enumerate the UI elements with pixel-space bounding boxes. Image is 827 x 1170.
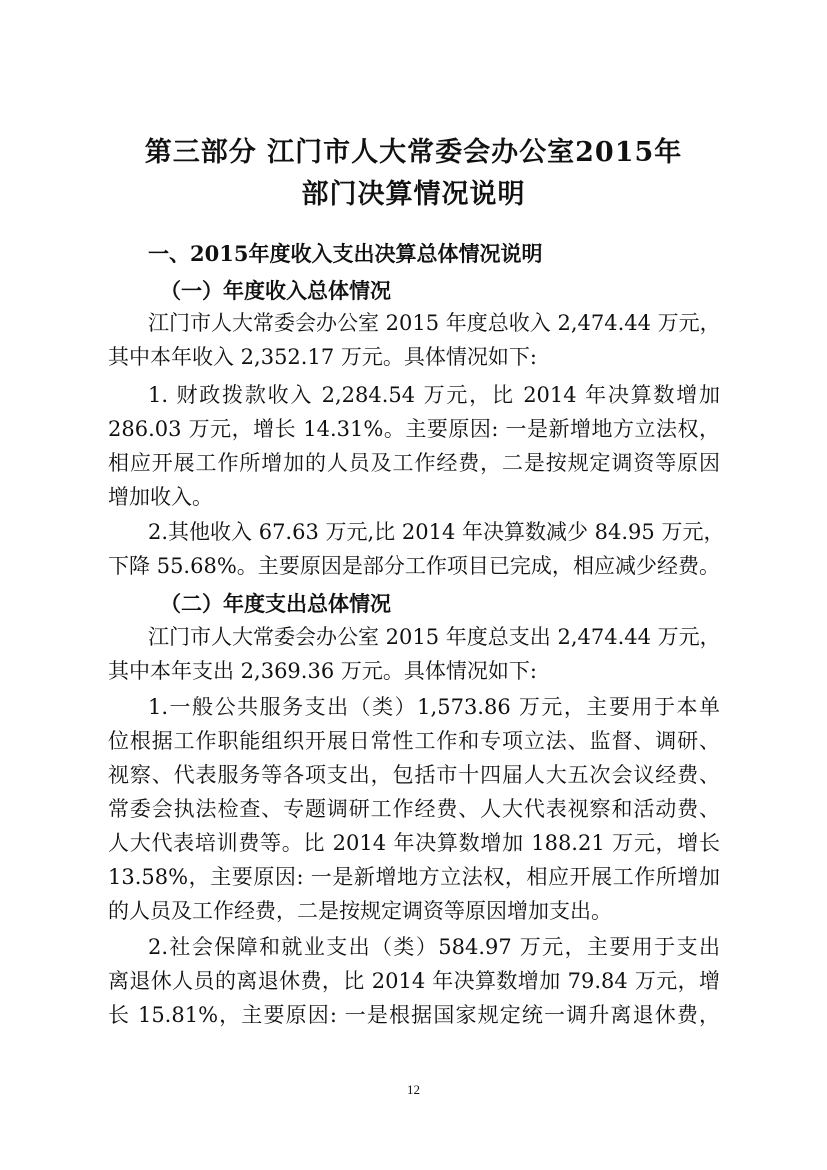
section-heading: 一、2015年度收入支出决算总体情况说明 <box>148 241 543 266</box>
subsection-heading-income: （一）年度收入总体情况 <box>160 278 391 303</box>
subsection-heading-expenditure: （二）年度支出总体情况 <box>160 591 391 616</box>
paragraph-line: 1.一般公共服务支出（类）1,573.86 万元，主要用于本单 <box>148 695 720 719</box>
paragraph-line: 离退休人员的离退休费，比 2014 年决算数增加 79.84 万元，增 <box>108 969 720 993</box>
paragraph-line: 1. 财政拨款收入 2,284.54 万元，比 2014 年决算数增加 <box>148 383 720 407</box>
paragraph-line: 2.其他收入 67.63 万元,比 2014 年决算数减少 84.95 万元， <box>148 520 725 544</box>
paragraph-line: 2.社会保障和就业支出（类）584.97 万元，主要用于支出 <box>148 935 720 959</box>
document-title-line2: 部门决算情况说明 <box>301 179 526 210</box>
paragraph-line: 的人员及工作经费，二是按规定调资等原因增加支出。 <box>108 899 612 923</box>
paragraph-line: 相应开展工作所增加的人员及工作经费，二是按规定调资等原因 <box>108 451 720 475</box>
paragraph-line: 286.03 万元，增长 14.31%。主要原因: 一是新增地方立法权， <box>108 417 720 441</box>
paragraph-line: 江门市人大常委会办公室 2015 年度总收入 2,474.44 万元， <box>148 311 721 335</box>
paragraph-line: 增加收入。 <box>108 485 213 509</box>
paragraph-line: 其中本年支出 2,369.36 万元。具体情况如下: <box>108 659 537 683</box>
paragraph-line: 下降 55.68%。主要原因是部分工作项目已完成，相应减少经费。 <box>108 554 720 578</box>
paragraph-line: 13.58%，主要原因: 一是新增地方立法权，相应开展工作所增加 <box>108 865 720 889</box>
document-title-line1: 第三部分 江门市人大常委会办公室2015年 <box>144 137 683 168</box>
page-number: 12 <box>407 1082 420 1097</box>
paragraph-line: 人大代表培训费等。比 2014 年决算数增加 188.21 万元，增长 <box>108 831 720 855</box>
paragraph-line: 其中本年收入 2,352.17 万元。具体情况如下: <box>108 345 537 369</box>
paragraph-line: 视察、代表服务等各项支出，包括市十四届人大五次会议经费、 <box>108 763 720 787</box>
paragraph-line: 江门市人大常委会办公室 2015 年度总支出 2,474.44 万元， <box>148 625 721 649</box>
paragraph-line: 常委会执法检查、专题调研工作经费、人大代表视察和活动费、 <box>108 797 720 821</box>
paragraph-line: 位根据工作职能组织开展日常性工作和专项立法、监督、调研、 <box>108 729 720 753</box>
paragraph-line: 长 15.81%，主要原因: 一是根据国家规定统一调升离退休费， <box>108 1003 720 1027</box>
